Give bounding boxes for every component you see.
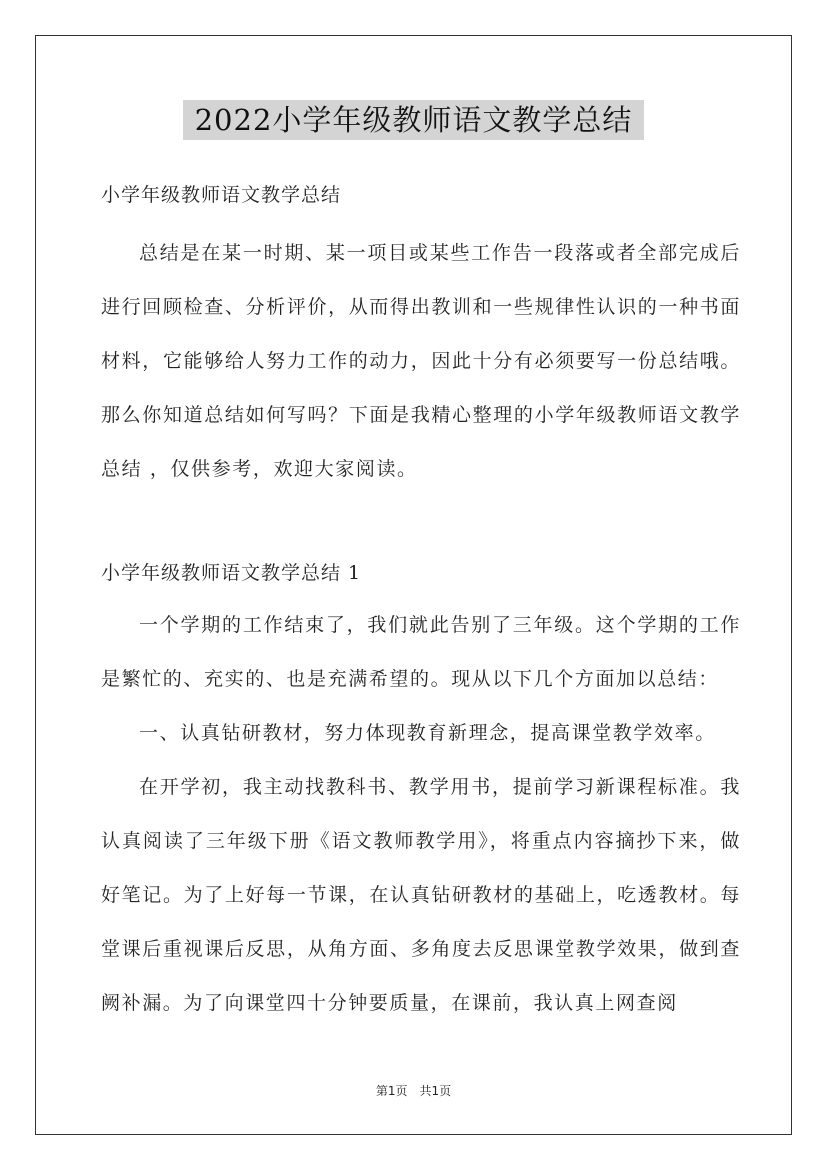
section1-paragraph-1: 一个学期的工作结束了，我们就此告别了三年级。这个学期的工作是繁忙的、充实的、也是充满希望的。现从以下几个方面加以总结： (101, 614, 741, 690)
page-footer: 第1页 共1页 (375, 1084, 452, 1098)
document-body (101, 176, 741, 1030)
intro-paragraph: 总结是在某一时期、某一项目或某些工作告一段落或者全部完成后进行回顾检查、分析评价，从而得出教训和一些规律性认识的一种书面材料，它能够给人努力工作的动力，因此十分有必须要写一份总结哦。那么你知道总结如何写吗？下面是我精心整理的小学年级教师语文教学总结 ，仅供参考，欢迎大家阅读。 (101, 242, 741, 480)
section1-heading: 小学年级教师语文教学总结 1 (101, 562, 362, 584)
section-spacer (101, 496, 741, 536)
document-subtitle: 小学年级教师语文教学总结 (101, 184, 342, 206)
document-title: 2022小学年级教师语文教学总结 (183, 100, 645, 140)
section1-paragraph-2: 一、认真钻研教材，努力体现教育新理念，提高课堂教学效率。 (139, 722, 716, 744)
section1-paragraph-3: 在开学初，我主动找教科书、教学用书，提前学习新课程标准。我认真阅读了三年级下册《语文教师教学用》，将重点内容摘抄下来，做好笔记。为了上好每一节课，在认真钻研教材的基础上，吃透教材。每堂课后重视课后反思，从角方面、多角度去反思课堂教学效果，做到查阙补漏。为了向课堂四十分钟要质量，在课前，我认真上网查阅 (101, 776, 741, 1014)
title-container (0, 100, 827, 140)
